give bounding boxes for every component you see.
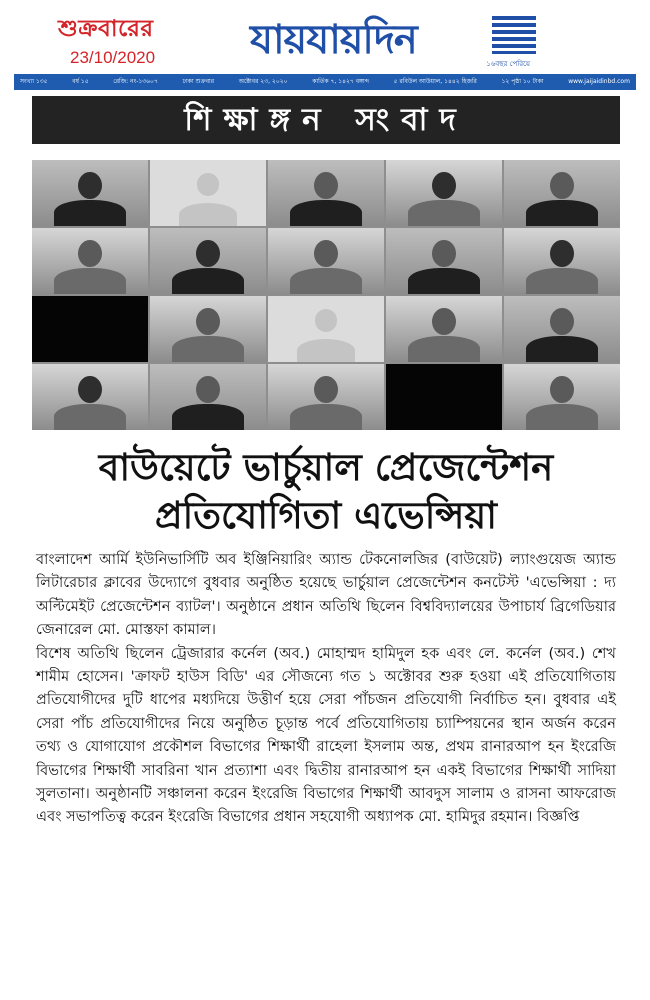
participant-head (78, 240, 102, 267)
default-avatar-icon (315, 309, 337, 331)
participant-body (54, 200, 126, 226)
participant-body (408, 268, 480, 294)
participant-tile (32, 160, 148, 226)
default-avatar-body (297, 339, 355, 362)
headline-line-2: প্রতিযোগিতা এভেন্সিয়া (155, 494, 497, 537)
participant-body (172, 404, 244, 430)
participant-head (78, 376, 102, 403)
participant-body (290, 200, 362, 226)
participant-body (54, 404, 126, 430)
participant-tile (386, 228, 502, 294)
default-avatar-body (179, 203, 237, 226)
participant-head (78, 172, 102, 199)
info-city-day: ঢাকা শুক্রবার (182, 78, 215, 85)
participant-tile (504, 296, 620, 362)
section-banner: শিক্ষাঙ্গন সংবাদ (32, 96, 620, 144)
video-call-photo (32, 160, 620, 430)
participant-body (290, 268, 362, 294)
participant-head (550, 240, 574, 267)
participant-tile (386, 296, 502, 362)
participant-head (196, 308, 220, 335)
participant-body (526, 268, 598, 294)
participant-head (196, 376, 220, 403)
participant-tile (150, 160, 266, 226)
day-label: শুক্রবারের (58, 16, 154, 42)
participant-tile (268, 160, 384, 226)
info-hijri-date: ৫ রবিউল আউয়াল, ১৪৪২ হিজরি (393, 78, 477, 85)
info-english-date: অক্টোবর ২৩, ২০২০ (238, 78, 288, 85)
participant-head (550, 376, 574, 403)
participant-head (550, 308, 574, 335)
participant-body (526, 200, 598, 226)
participant-tile (150, 364, 266, 430)
participant-tile (150, 228, 266, 294)
participant-head (432, 308, 456, 335)
info-website: www.jaijaidinbd.com (568, 78, 630, 85)
participant-tile (32, 296, 148, 362)
participant-head (550, 172, 574, 199)
participant-body (408, 336, 480, 362)
participant-tile (386, 364, 502, 430)
info-registration: রেজি: নং-১৩৬০৭ (113, 78, 158, 85)
participant-tile (32, 228, 148, 294)
participant-body (408, 200, 480, 226)
participant-head (432, 172, 456, 199)
participant-body (172, 336, 244, 362)
default-avatar-icon (197, 173, 219, 195)
article-body (36, 548, 616, 829)
masthead-title: যায়যায়দিন (250, 17, 417, 63)
info-volume: বর্ষ ১৫ (72, 78, 89, 85)
participant-head (314, 240, 338, 267)
participant-body (526, 336, 598, 362)
masthead-tagline: ১৬বছর পেরিয়ে (486, 60, 530, 68)
article-paragraph-2: বিশেষ অতিথি ছিলেন ট্রেজারার কর্নেল (অব.) মোহাম্মদ হামিদুল হক এবং লে. কর্নেল (অব.) শেখ শামীম হোসেন। 'ক্রাফট হাউস বিডি' এর সৌজন্যে গত ১ অক্টোবর শুরু হওয়া এই প্রতিযোগিতায় প্রতিযোগীদের দুটি ধাপের মধ্যদিয়ে উত্তীর্ণ হয়ে সেরা পাঁচজন প্রতিযোগী নির্বাচিত হন। বুধবার এই সেরা পাঁচ প্রতিযোগীদের নিয়ে অনুষ্ঠিত চূড়ান্ত পর্বে প্রতিযোগিতায় চ্যাম্পিয়নের স্থান অর্জন করেন তথ্য ও যোগাযোগ প্রকৌশল বিভাগের শিক্ষার্থী রাহেলা ইসলাম অন্ত, প্রথম রানারআপ হন ইংরেজি বিভাগের শিক্ষার্থী সাবরিনা খান প্রত্যাশা এবং দ্বিতীয় রানারআপ হন একই বিভাগের শিক্ষার্থী সাদিয়া সুলতানা। অনুষ্ঠানটি সঞ্চালনা করেন ইংরেজি বিভাগের শিক্ষার্থী আবদুস সালাম ও রাসনা আফরোজ এবং সভাপতিত্ব করেন ইংরেজি বিভাগের প্রধান সহযোগী অধ্যাপক মো. হামিদুর রহমান। বিজ্ঞপ্তি (36, 644, 616, 826)
masthead-stripes-icon (492, 16, 536, 54)
participant-tile (386, 160, 502, 226)
participant-head (314, 376, 338, 403)
participant-tile (504, 160, 620, 226)
article-paragraph-1: বাংলাদেশ আর্মি ইউনিভার্সিটি অব ইঞ্জিনিয়ারিং অ্যান্ড টেকনোলজির (বাউয়েট) ল্যাংগুয়েজ অ্যান্ড লিটারেচার ক্লাবের উদ্যোগে বুধবার অনুষ্ঠিত হয়েছে ভার্চুয়াল প্রেজেন্টেশন কনটেস্ট 'এভেন্সিয়া : দ্য অল্টিমেইট প্রেজেন্টেশন ব্যাটল'। অনুষ্ঠানে প্রধান অতিথি ছিলেন বিশ্ববিদ্যালয়ের উপাচার্য ব্রিগেডিয়ার জেনারেল মো. মোস্তফা কামাল। (36, 551, 616, 639)
participant-tile (268, 296, 384, 362)
participant-tile (504, 228, 620, 294)
participant-tile (150, 296, 266, 362)
participant-body (290, 404, 362, 430)
headline (32, 444, 620, 540)
issue-info-bar (14, 74, 636, 90)
participant-tile (32, 364, 148, 430)
participant-body (526, 404, 598, 430)
participant-tile (504, 364, 620, 430)
participant-body (54, 268, 126, 294)
participant-head (432, 240, 456, 267)
date-label: 23/10/2020 (70, 48, 156, 67)
participant-body (172, 268, 244, 294)
info-pages-price: ১২ পৃষ্ঠা ১০ টাকা (501, 78, 544, 85)
participant-head (196, 240, 220, 267)
participant-tile (268, 364, 384, 430)
info-issue-number: সংখ্যা ১৩৫ (20, 78, 48, 85)
participant-head (314, 172, 338, 199)
headline-line-1: বাউয়েটে ভার্চুয়াল প্রেজেন্টেশন (98, 446, 554, 489)
participant-tile (268, 228, 384, 294)
masthead-logo (246, 6, 536, 68)
info-bangla-date: কার্তিক ৭, ১৪২৭ বঙ্গাব্দ (312, 78, 369, 85)
